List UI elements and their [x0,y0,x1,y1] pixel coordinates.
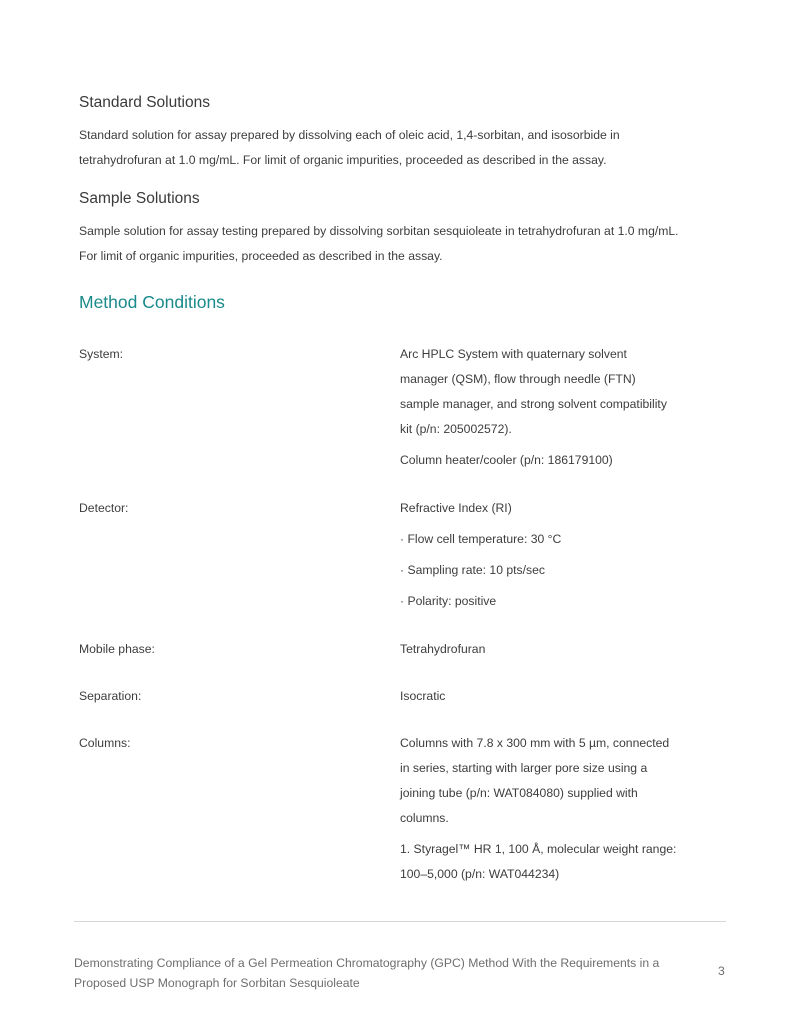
value-line: · Flow cell temperature: 30 °C [400,532,562,546]
footer-line: Demonstrating Compliance of a Gel Permeation Chromatography (GPC) Method With the Requirements in a [74,956,660,970]
method-conditions-heading: Method Conditions [79,292,225,312]
standard-solutions-heading: Standard Solutions [79,94,210,111]
page-number: 3 [718,964,725,978]
columns-value [400,731,720,887]
value-line: Refractive Index (RI) [400,501,512,515]
sample-solutions-heading: Sample Solutions [79,190,200,207]
standard-solutions-paragraph [79,123,729,173]
mobile-phase-label: Mobile phase: [79,642,155,656]
separation-value [400,684,720,709]
columns-label: Columns: [79,736,131,750]
value-line: in series, starting with larger pore size using a [400,761,648,775]
footer-line: Proposed USP Monograph for Sorbitan Sesquioleate [74,976,360,990]
value-line: · Polarity: positive [400,594,497,608]
footer-divider [74,921,726,922]
separation-label: Separation: [79,689,142,703]
value-line: sample manager, and strong solvent compatibility [400,397,667,411]
paragraph-line: Sample solution for assay testing prepared by dissolving sorbitan sesquioleate in tetrahydrofuran at 1.0 mg/mL. [79,224,679,238]
system-label: System: [79,347,124,361]
paragraph-line: Standard solution for assay prepared by dissolving each of oleic acid, 1,4-sorbitan, and isosorbide in [79,128,620,142]
paragraph-line: tetrahydrofuran at 1.0 mg/mL. For limit of organic impurities, proceeded as described in the assay. [79,153,607,167]
mobile-phase-value [400,637,720,662]
system-value [400,342,720,473]
paragraph-line: For limit of organic impurities, proceeded as described in the assay. [79,249,443,263]
value-line: manager (QSM), flow through needle (FTN) [400,372,636,386]
value-line: 1. Styragel™ HR 1, 100 Å, molecular weight range: [400,842,677,856]
detector-value [400,496,720,614]
value-line: Tetrahydrofuran [400,642,486,656]
value-line: Isocratic [400,689,446,703]
value-line: 100–5,000 (p/n: WAT044234) [400,867,560,881]
value-line: joining tube (p/n: WAT084080) supplied with [400,786,638,800]
value-line: Columns with 7.8 x 300 mm with 5 µm, connected [400,736,670,750]
value-line: Column heater/cooler (p/n: 186179100) [400,453,613,467]
sample-solutions-paragraph [79,219,729,269]
value-line: Arc HPLC System with quaternary solvent [400,347,627,361]
footer-title [74,953,704,993]
detector-label: Detector: [79,501,129,515]
value-line: columns. [400,811,449,825]
value-line: · Sampling rate: 10 pts/sec [400,563,545,577]
value-line: kit (p/n: 205002572). [400,422,512,436]
